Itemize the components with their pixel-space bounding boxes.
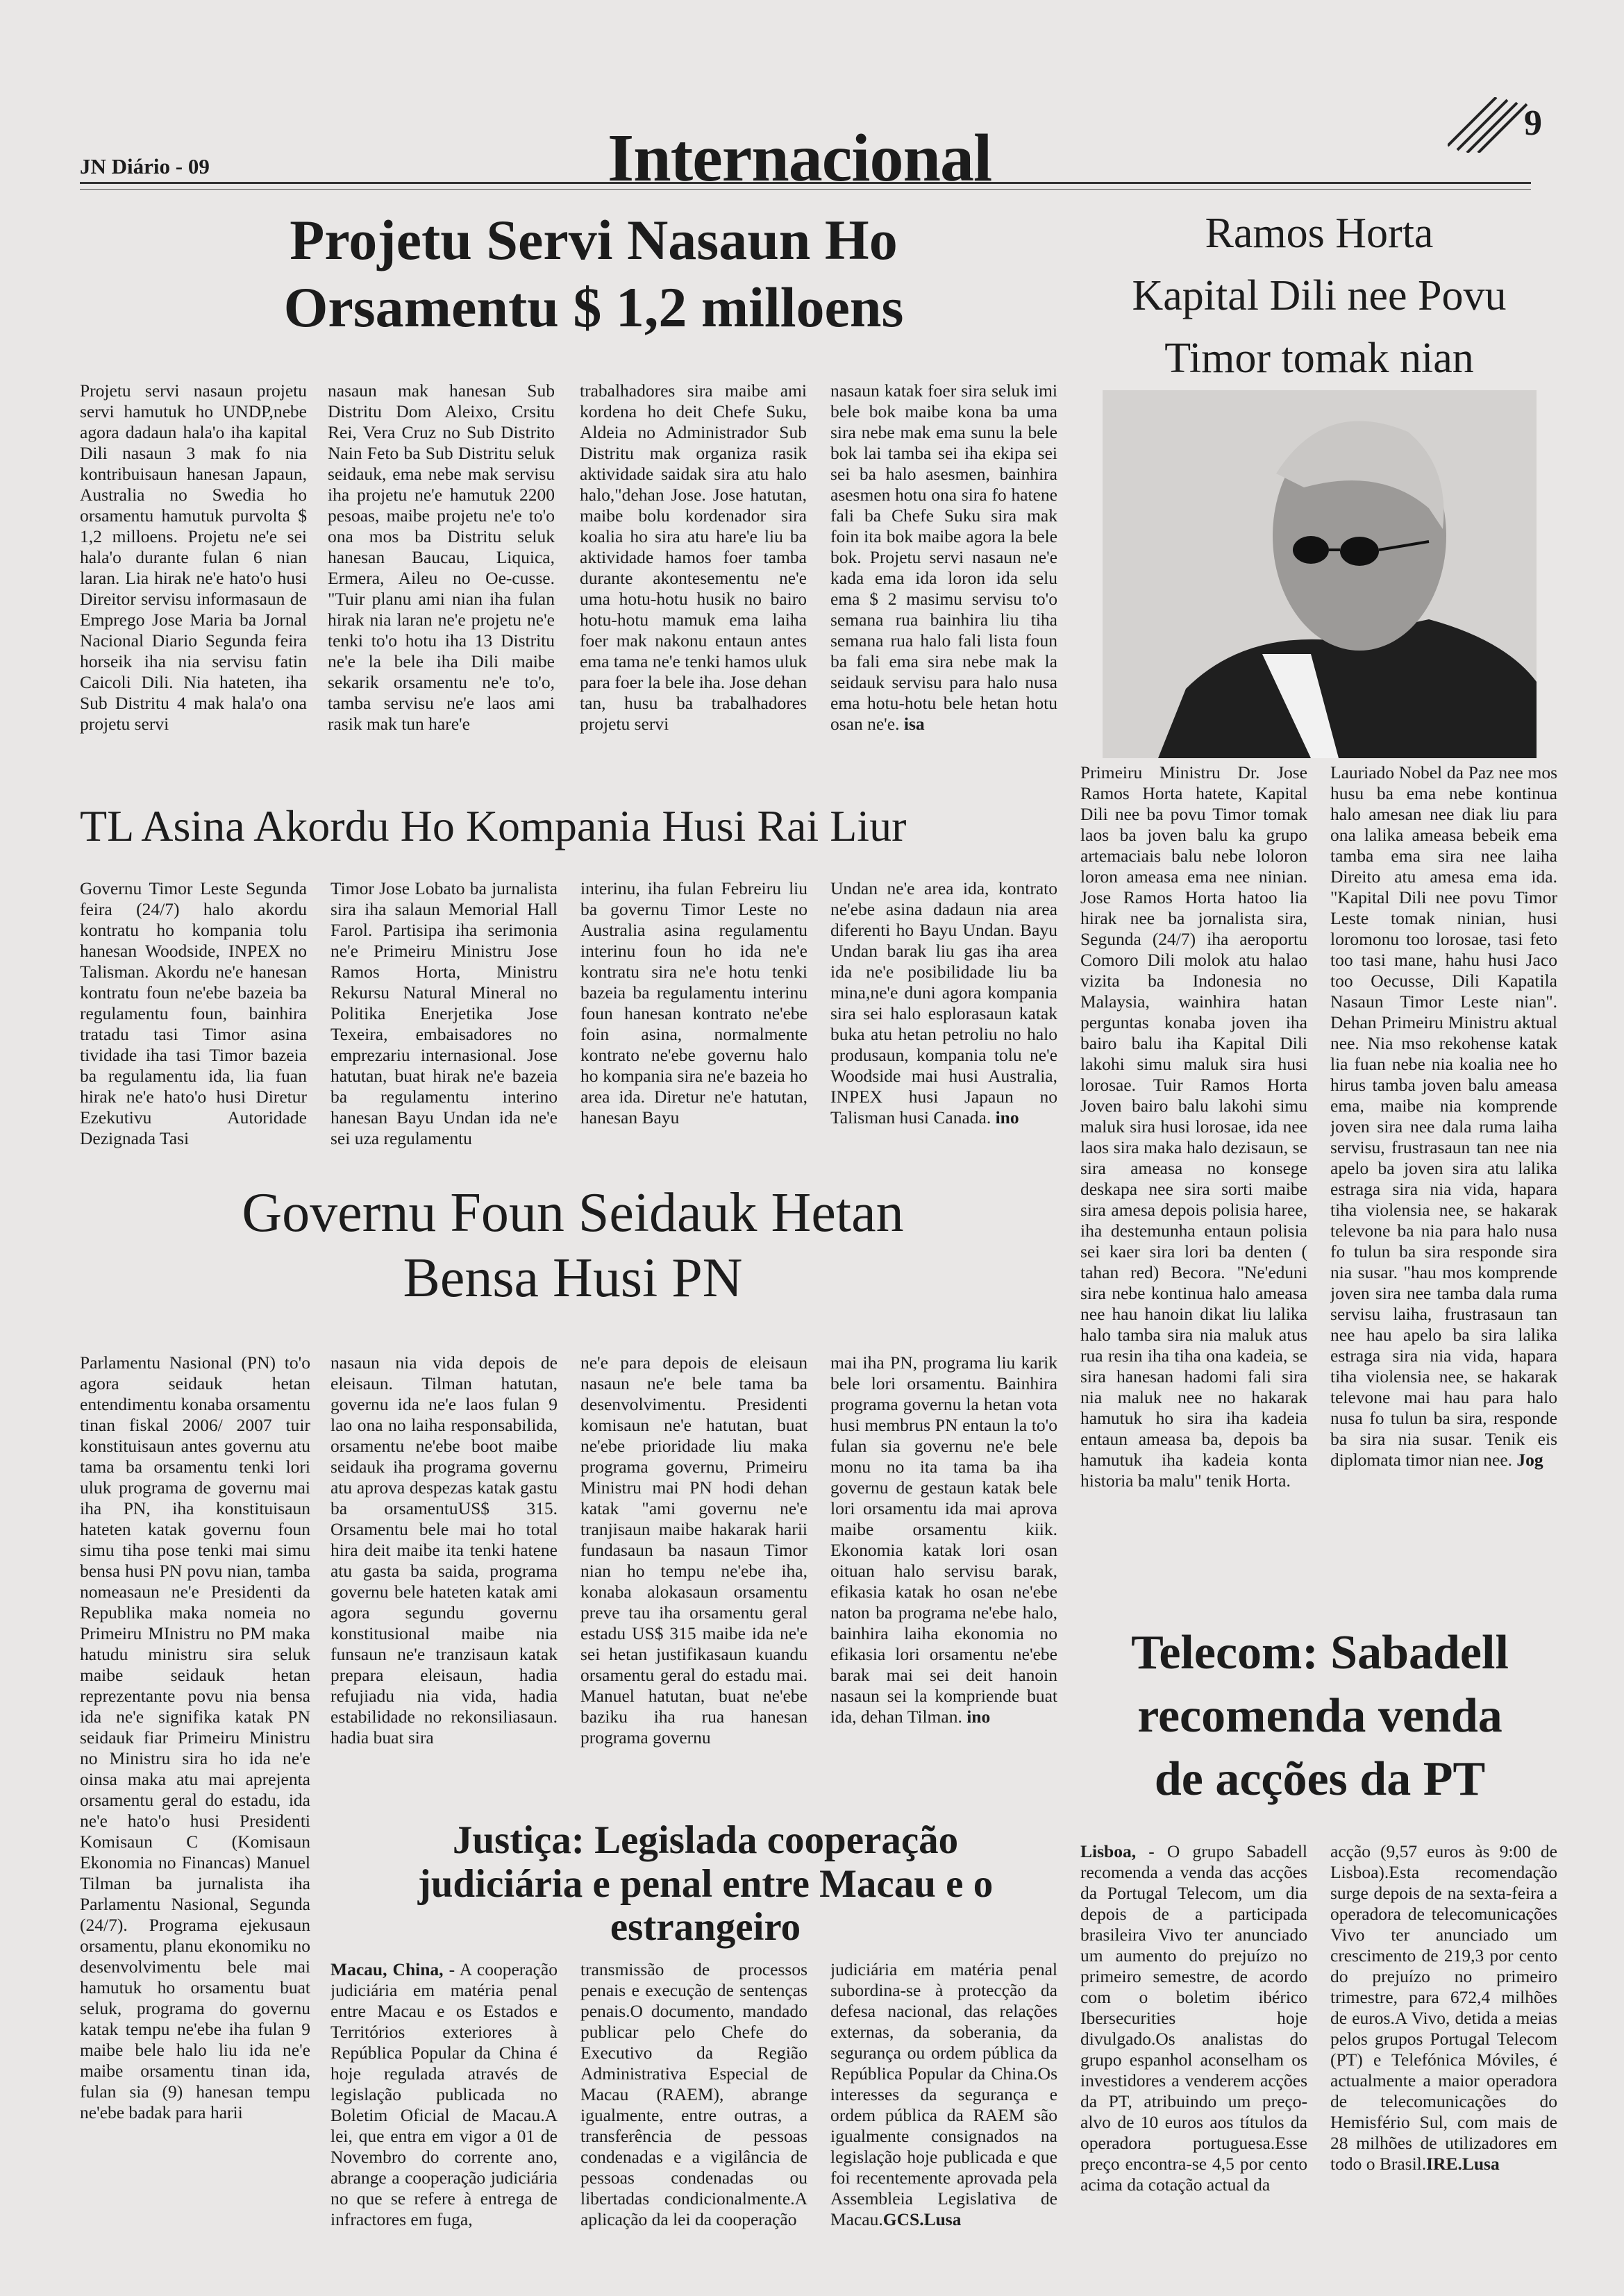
article1-col1: Projetu servi nasaun projetu servi hamutuk ho UNDP,nebe agora dadaun hala'o iha kapital Dili nasaun 3 mak fo nia kontribuisaun hanesan Japaun, Australia no Swedia ho orsamentu hamutuk purvolta $ 1,2 milloens. Projetu ne'e sei hala'o durante fulan 6 nian laran. Lia hirak ne'e hato'o husi Direitor servisu informasaun de Emprego Jose Maria ba Jornal Nacional Diario Segunda feira horseik iha nia servisu fatin Caicoli Dili. Nia hateten, iha Sub Distritu 4 mak hala'o ona projetu servi bbox=[80, 380, 307, 734]
article3-col4: mai iha PN, programa liu karik bele lori orsamentu. Bainhira programa governu la hetan vota husi membrus PN entaun la to'o fulan sia governu ne'e bele monu no ita tama ba iha governu de gestaun katak bele lori orsamentu ida mai aprova maibe orsamentu kiik. Ekonomia katak lori osan oituan halo servisu barak, efikasia katak ho osan ne'ebe naton ba programa ne'ebe halo, bainhira laiha ekonomia no efikasia lori orsamentu ne'ebe barak mai sei deit hanoin nasaun sei la kompriende buat ida, dehan Tilman. ino bbox=[830, 1352, 1057, 1727]
article2-byline: ino bbox=[995, 1107, 1019, 1128]
article1-col3: trabalhadores sira maibe ami kordena ho deit Chefe Suku, Aldeia no Administrador Sub Distritu mak organiza rasik aktividade saidak sira atu halo halo,"dehan Jose. Jose hatutan, maibe bolu kordenador sira koalia ho sira atu hare'e liu ba aktividade hamos foer tamba durante akontesementu ne'e uma hotu-hotu husik no bairo hotu-hotu mamuk ema laiha foer mak nakonu entaun antes ema tama ne'e tenki hamos uluk para foer la bele iha. Jose dehan tan, husu ba trabalhadores projetu servi bbox=[580, 380, 807, 734]
article2-col1: Governu Timor Leste Segunda feira (24/7) halo akordu kontratu ho kompania tolu hanesan Woodside, INPEX no Talisman. Akordu ne'e hanesan kontratu foun ne'ebe bazeia ba regulamentu foun, bainhira tratadu tasi Timor asina tividade iha tasi Timor bazeia ba regulamentu ida, lia fuan hirak ne'e hato'o husi Diretur Ezekutivu Autoridade Dezignada Tasi bbox=[80, 878, 307, 1148]
article6-headline: Telecom: Sabadell recomenda venda de acções da PT bbox=[1131, 1626, 1509, 1806]
article2-headline: TL Asina Akordu Ho Kompania Husi Rai Liur bbox=[80, 801, 907, 850]
article6-col1: Lisboa, - O grupo Sabadell recomenda a venda das acções da Portugal Telecom, um dia depois de a participada brasileira Vivo ter anunciado um aumento do prejuízo no primeiro semestre, de acordo com o boletim ibérico Ibersecurities hoje divulgado.Os analistas do grupo espanhol aconselham os investidores a venderem acções da PT, atribuindo um preço-alvo de 10 euros aos títulos da operadora portuguesa.Esse preço encontra-se 4,5 por cento acima da cotação actual da bbox=[1080, 1841, 1307, 2195]
article4-headline: Justiça: Legislada cooperação judiciária e penal entre Macau e o estrangeiro bbox=[417, 1818, 994, 1950]
section-title: Internacional bbox=[608, 121, 992, 196]
article5-headline: Ramos Horta Kapital Dili nee Povu Timor tomak nian bbox=[1132, 210, 1507, 382]
article6-col2: acção (9,57 euros às 9:00 de Lisboa).Esta recomendação surge depois de na sexta-feira a operadora de telecomunicações Vivo ter anunciado um crescimento de 219,3 por cento do prejuízo no primeiro trimestre, para 672,4 milhões de euros.A Vivo, detida a meias pelos grupos Portugal Telecom (PT) e Telefónica Móviles, é actualmente a maior operadora de telecomunicações do Hemisfério Sul, com mais de 28 milhões de utilizadores em todo o Brasil.IRE.Lusa bbox=[1330, 1841, 1557, 2174]
article2-col2: Timor Jose Lobato ba jurnalista sira iha salaun Memorial Hall Farol. Partisipa iha serimonia ne'e Primeiru Ministru Jose Ramos Horta, Ministru Rekursu Natural Mineral no Politika Enerjetika Jose Texeira, embaisadores no emprezariu internasional. Jose hatutan, buat hirak ne'e bazeia ba regulamentu interino hanesan Bayu Undan ida ne'e sei uza regulamentu bbox=[330, 878, 558, 1148]
article2-col4: Undan ne'e area ida, kontrato ne'ebe asina dadaun nia area diferenti ho Bayu Undan. Bayu Undan barak liu gas iha area ida ne'e posibilidade liu ba mina,ne'e duni agora kompania sira sei halo esplorasaun katak buka atu hetan petroliu no halo produsaun, kompania tolu ne'e Woodside mai husi Australia, INPEX husi Japaun no Talisman husi Canada. ino bbox=[830, 878, 1057, 1128]
article4-col2: transmissão de processos penais e execução de sentenças penais.O documento, mandado publicar pelo Chefe do Executivo da Região Administrativa Especial de Macau (RAEM), abrange igualmente, entre outras, a transferência de pessoas condenadas e a vigilância de pessoas condenadas ou libertadas condicionalmente.A aplicação da lei da cooperação bbox=[580, 1959, 807, 2229]
header-rule bbox=[80, 182, 1531, 184]
article3-col1: Parlamentu Nasional (PN) to'o agora seidauk hetan entendimentu konaba orsamentu tinan fiskal 2006/ 2007 tuir konstituisaun antes governu atu tama ba orsamentu tenki lori uluk programa de governu mai iha PN, iha konstituisaun hateten katak governu foun simu tiha pose tenki mai simu bensa husi PN povu nian, tamba nomeasaun ne'e Presidenti da Republika maka nomeia no Primeiru MInistru no PM maka hatudu ministru sira seluk maibe seidauk hetan reprezentante povu nia bensa ida ne'e signifika katak PN seidauk fiar Primeiru Ministru no Ministru sira ho ida ne'e oinsa maka atu mai aprejenta orsamentu geral do estadu, ida ne'e hato'o husi Presidenti Komisaun C (Komisaun Ekonomia no Financas) Manuel Tilman ba jurnalista iha Parlamentu Nasional, Segunda (24/7). Programa ejekusaun orsamentu, planu ekonomiku no desenvolvimentu bele mai hamutuk ho orsamentu buat seluk, programa do governu katak tempu ne'ebe iha fulan 9 maibe bele halo liu ida ne'e maibe orsamentu tinan ida, fulan sia (9) hanesan tempu ne'ebe badak para harii bbox=[80, 1352, 310, 2122]
article3-col2: nasaun nia vida depois de eleisaun. Tilman hatutan, governu ida ne'e laos fulan 9 lao ona no laiha responsabilida, orsamentu ne'ebe boot maibe seidauk iha programa governu atu aprova despezas katak gastu ba orsamentuUS$ 315. Orsamentu bele mai ho total hira deit maibe ita tenki hatene atu gasta ba saida, programa governu bele hateten katak ami agora segundu governu konstitusional maibe nia funsaun ne'e tranzisaun katak prepara eleisaun, hadia refujiadu nia vida, hadia estabilidade no rekonsiliasaun. hadia buat sira bbox=[330, 1352, 558, 1748]
article1-col4: nasaun katak foer sira seluk imi bele bok maibe kona ba uma sira nebe mak ema sunu la bele bok lai tamba sei iha ekipa sei sei ba halo asesmen, bainhira asesmen hotu ona sira fo hatene fali ba Chefe Suku sira mak foin ita bok maibe agora la bele bok. Projetu servi nasaun ne'e kada ema ida loron ida selu ema $ 2 masimu servisu to'o semana rua bainhira liu tiha semana rua halo fali lista foun ba fali ema sira nebe mak la seidauk servisu para halo nusa ema hotu-hotu bele hetan hotu osan ne'e. isa bbox=[830, 380, 1057, 734]
article4-dateline: Macau, China, bbox=[330, 1959, 444, 1979]
page-number: 9 bbox=[1524, 103, 1542, 143]
article5-col1: Primeiru Ministru Dr. Jose Ramos Horta hatete, Kapital Dili nee ba povu Timor tomak laos ba joven balu ka grupo artemaciais balu nebe loloron loron ameasa ema nee ninian. Jose Ramos Horta hatoo lia hirak nee ba jornalista sira, Segunda (24/7) iha aeroportu Comoro Dili molok atu halao vizita ba Indonesia no Malaysia, wainhira hatan perguntas konaba joven iha bairo balu iha Kapital Dili lakohi simu maluk sira husi lorosae. Tuir Ramos Horta Joven bairo balu lakohi simu maluk sira husi lorosae, ida nee laos sira maka halo dezisaun, se sira ameasa no konsege deskapa nee sira sorti maibe sira amesa depois polisia haree, iha destemunha entaun polisia sei kaer sira lori ba denten ( tahan red) Becora. "Ne'eduni sira nebe kontinua halo ameasa nee hau hanoin dikat liu lalika halo tamba sira nia maluk atus rua resin iha tiha ona kadeia, se sira hanesan hadomi fali sira nia maluk nee no hakarak hamutuk ho sira iha kadeia entaun ameasa ba, depois ba hamutuk iha kadeia konta historia ba malu" tenik Horta. bbox=[1080, 762, 1307, 1491]
article2-col3: interinu, iha fulan Febreiru liu ba governu Timor Leste no Australia asina regulamentu interinu foun ho ida ne'e kontratu sira ne'e hotu tenki bazeia ba regulamentu interinu foun hanesan kontrato ne'ebe foin asina, normalmente kontrato ne'ebe governu halo ho kompania sira ne'e bazeia ho area ida. Diretur ne'e hatutan, hanesan Bayu bbox=[580, 878, 807, 1128]
article3-col3: ne'e para depois de eleisaun nasaun ne'e bele tama ba desenvolvimentu. Presidenti komisaun ne'e hatutan, buat ne'ebe prioridade liu maka programa governu, Primeiru Ministru mai PN hodi dehan katak "ami governu ne'e tranjisaun maibe hakarak harii fundasaun ba nasaun Timor nian ho tempu ne'ebe iha, konaba alokasaun orsamentu preve tau iha orsamentu geral estadu US$ 315 maibe ida ne'e sei hetan justifikasaun kuandu orsamentu geral do estadu mai. Manuel hatutan, buat ne'ebe baziku iha rua hanesan programa governu bbox=[580, 1352, 807, 1748]
paper-name: JN Diário - 09 bbox=[80, 154, 210, 178]
article4-col3: judiciária em matéria penal subordina-se à protecção da defesa nacional, das relações externas, da soberania, da segurança ou ordem pública da República Popular da China.Os interesses da segurança e ordem pública da RAEM são igualmente consignados na legislação hoje publicada e que foi recentemente aprovada pela Assembleia Legislativa de Macau.GCS.Lusa bbox=[830, 1959, 1057, 2229]
ramos-horta-photo bbox=[1103, 390, 1537, 758]
article3-byline: ino bbox=[966, 1707, 991, 1727]
article1-headline: Projetu Servi Nasaun Ho Orsamentu $ 1,2 milloens bbox=[283, 208, 904, 339]
header-rule-thin bbox=[80, 189, 1531, 190]
article1-col2: nasaun mak hanesan Sub Distritu Dom Aleixo, Crsitu Rei, Vera Cruz no Sub Distrito Nain Feto ba Sub Distritu seluk seidauk, ema nebe mak servisu iha projetu ne'e hamutuk 2200 pesoas, maibe projetu ne'e to'o ona mos ba Distritu seluk hanesan Baucau, Liquica, Ermera, Aileu no Oe-cusse. "Tuir planu ami nian iha fulan hirak nia laran ne'e projetu ne'e tenki to'o hotu iha 13 Distritu ne'e la bele iha Dili maibe sekarik orsamentu ne'e to'o, tamba servisu ne'e laos ami rasik mak tun hare'e bbox=[328, 380, 555, 734]
hatch-decoration-icon bbox=[1448, 97, 1527, 153]
article4-byline: GCS.Lusa bbox=[882, 2209, 962, 2229]
article6-byline: IRE.Lusa bbox=[1426, 2154, 1500, 2174]
article5-byline: Jog bbox=[1516, 1450, 1543, 1470]
article4-col1: Macau, China, - A cooperação judiciária em matéria penal entre Macau e os Estados e Territórios exteriores à República Popular da China é hoje regulada através de legislação publicada no Boletim Oficial de Macau.A lei, que entra em vigor a 01 de Novembro do corrente ano, abrange a cooperação judiciária no que se refere à entrega de infractores em fuga, bbox=[330, 1959, 558, 2229]
article1-byline: isa bbox=[903, 714, 925, 734]
article6-dateline: Lisboa, bbox=[1080, 1841, 1137, 1861]
article5-col2: Lauriado Nobel da Paz nee mos husu ba ema nebe kontinua halo amesan nee diak liu para ona lalika ameasa bebeik ema tamba ema sira nee laiha Direito atu amesa ema ida. "Kapital Dili nee povu Timor Leste tomak ninian, husi loromonu too lorosae, tasi feto too tasi mane, hahu husi Jaco too Oecusse, Dili Kapatila Nasaun Timor Leste nian". Dehan Primeiru Ministru aktual nee. Nia mso rekohense katak lia fuan nebe nia koalia nee ho hirus tamba joven balu ameasa ema, maibe nia komprende joven sira nee dala ruma laiha servisu, frustrasaun tan nee nia apelo ba joven sira atu lalika estraga sira nia vida, hapara tiha violensia nee, se hakarak televone ba nia para halo nusa fo tulun ba sira responde sira nia susar. "hau mos komprende joven sira nee tamba dala ruma servisu laiha, frustrasaun tan nee hau apelo ba sira lalika estraga sira nia vida, hapara tiha violensia nee, se hakarak televone mai hau para halo nusa fo tulun ba sira, responde ba sira nia susar. Tenik eis diplomata timor nian nee. Jog bbox=[1330, 762, 1557, 1470]
article3-headline: Governu Foun Seidauk Hetan Bensa Husi PN bbox=[242, 1182, 904, 1309]
